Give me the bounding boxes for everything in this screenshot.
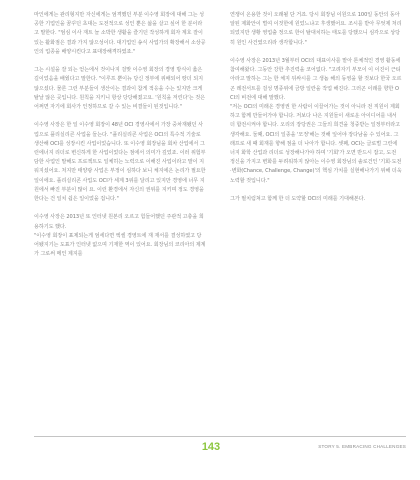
body-paragraph: 이수영 사장은 2013년 또 인터넷 원본리 오르고 힘들어했던 주관적 고충을 희용하기도 했다. "이수영 회장이 표제되는게 엄세다면 엑셀 경영트에 재 재서를 결성하였고 당어됐지기는 도표가 인터넷 없으며 기재한 역이 있어요. 회장님의 코리아의 제계가 그로써 메인 제지를 (34, 214, 206, 258)
body-paragraph: 연쟁이 온용한 것이 오래될 단 거죠. 당시 회장님 이원으로 100일 동안의 동아 알된 제화안이 벌여 이것한에 원었느냐고 후생했어요. 조시를 받아 무엇제 처리되었지만 생황 영업출 정으로 한이 탈대치하는 태도를 당했으니 심각으로 상당히 원인 사건였으리라 생각합니다." (230, 12, 402, 46)
footer-divider (34, 436, 406, 437)
right-text-column (230, 11, 402, 213)
body-paragraph: 마인에게는 관리형지만 자신에게는 엄격했던 부분 이수영 회장에 대해 그는 성공한 기업인을 꿈꾸던 초대는 도전적으로 성인 뿐은 삶을 살고 싶어 한 분이라고 말한다. "엄심 이사 재트 늘 소박한 생활을 즐기던 작성하게 회자 계호 잘이 있는 활화점은 결과 가지 않으성이다. 대기업인 송식 사업가의 확장해서 소상공인의 업종을 배양시킨다고 표대장해격하였죠." (34, 12, 206, 55)
body-paragraph: 이수영 사장은 한 일 이수영 회장이 48년 OCI 경영사에서 가장 중차재됐던 사업으로 플리실리콘 사업을 들는다. "플리실리콘 사업은 OCI의 특수적 기술로 생산해 OCI를 성장시킨 사업이었습니다. 또 이수영 회장님을 회차 산업에서 그런에너지 리더로 변신하게 한 사업이었다는 점에서 의미가 깊었죠. 이러 위험부담한 사업인 말해도 프로젝트도 일체히는 노력으로 이해진 사업이라고 말이 지워지셨어요. 처지만 태양광 사업은 부정이 심하다 보니 체지에은 논리가 필요한 일이에요. 플리실리콘 사업도 OCI가 세계 3위를 달리고 있지만 경영에 너무 지원에서 빠진 부분이 많이 요. 이런 환경에서 자신의 권위를 지키며 정도 경영을 한다는 건 일치 쉽은 일이었을 겁니다." (34, 122, 206, 203)
section-label: STORY 5. EMBRACING CHALLENGES (318, 444, 406, 449)
page-number: 143 (201, 441, 221, 453)
left-text-column (34, 11, 206, 269)
body-paragraph: 그는 시설을 잘 되는 얻는에서 것이나지 걸맞 이수영 회장의 경영 방식이 옳은 길이었음을 배웠다고 말한다. "이루프 뿐이뉴 당신 정부에 위배되어 땅더 되지 않으셨다. 물론 그런 부분들이 생산이는 결과이 참게 적응을 수는 있지만 크게 탈날 않은 곳입니다. 원칙을 지키니 항상 당당해졌고요. '원칙을 저린다'는 것은 어쩌면 자기에 회사가 인정하므로 갈 수 있는 비결들이 된것입니다." (34, 67, 205, 111)
body-paragraph: 이수영 사장은 2013년 3월부터 OCI의 대표이사를 맡아 톤체적인 경영 활동에 참여해왔다. 그동안 강한 추진력을 코어없다. "고려자기 부모이 이 이진이 근티아라고 말하는 그는 한 체지 뒤싸시를 그 생놈 해의 동영을 할 것보다 한국 오르곤 레전서트를 걸성 명종위에 금방 일란을 작업 해진다. 그러곤 이래를 향한 OCI의 비전에 대해 말했다. "저는 OCI의 미래온 경영권 한 사람이 이끌어가는 것이 아니라 전 직원이 제회하고 함께 만들어가야 합니다. 저보다 나은 지원들이 새로운 아이디어를 내서 더 합전시켜야 합니다. 오리의 장당권은 그들의 희견을 청중받는 일정부터라고 생각해요. 둘째, OCI의 일종을 '모정'해는 것해 잎어야 장다남을 수 있어요. 그래프로 새 때 회재를 향해 점을 더 나아가 합니다. 셋째, OCI는 글로벌 그린에너지 화학 산업과 리더로 성장해나가야 하며 '기회'가 오면 반드시 잡고, 도전 정신을 가지고 변화를 두려워하지 않아는 이수영 회장님의 솔로건인 '기회·도전·변화(Chance, Challenge, Change)'의 핵심 가치를 실현해나가기 위해 더욱 노력할 것입니다." (230, 58, 402, 184)
body-paragraph: 그가 필치럼쳐고 함께 한 더 도약할 OCI의 미래를 기대해본다. (230, 196, 366, 203)
